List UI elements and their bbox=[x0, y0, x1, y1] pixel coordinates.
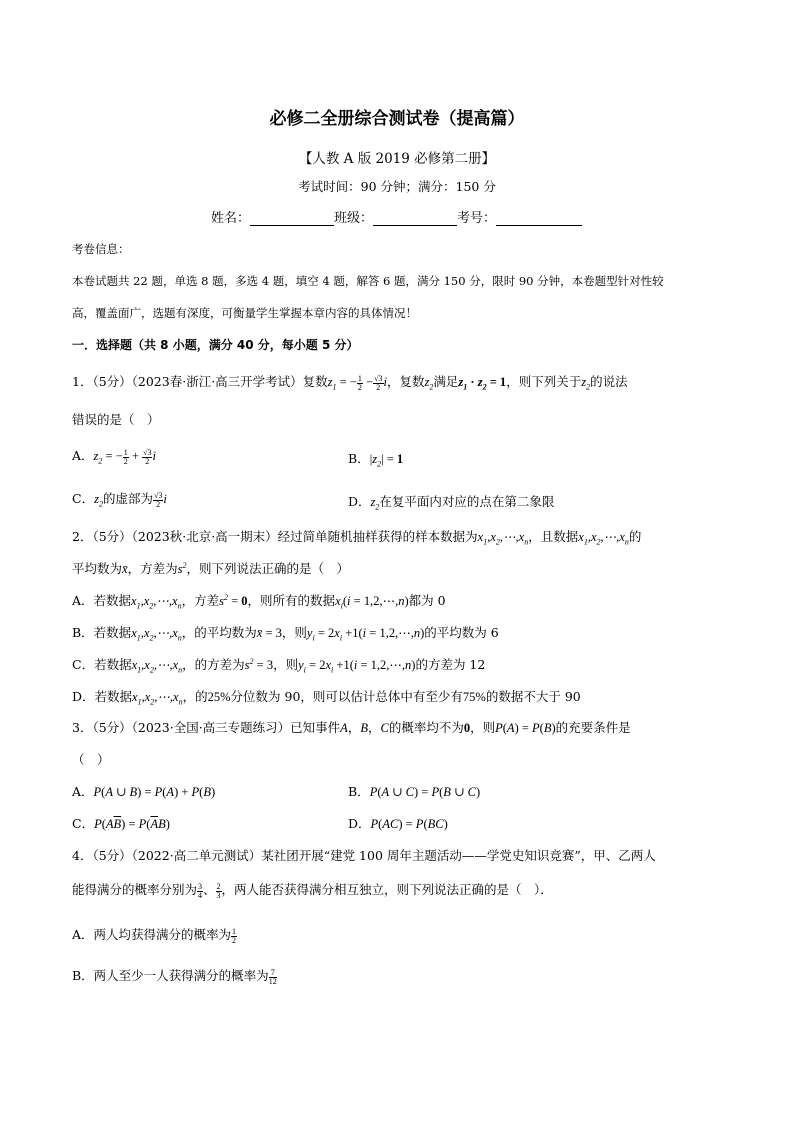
question-4-line-1: 4．（5分）（2022·高二单元测试）某社团开展“建党 100 周年主题活动——学党史知识竞赛”，甲、乙两人 bbox=[72, 848, 656, 863]
exam-time: 考试时间：90 分钟；满分：150 分 bbox=[298, 179, 496, 194]
question-2-line-1: 2．（5分）（2023秋·北京·高一期末）经过简单随机抽样获得的样本数据为$x_1,x_2,\cdots,x_n$，且数据$x_1,x_2,\cdots,x_n$的 bbox=[72, 529, 642, 547]
info-heading: 考卷信息： bbox=[72, 242, 130, 256]
q1-option-a[interactable]: A．$z_2$ = − $\frac{1}{2}$ + $\frac{√3}{2}$ i bbox=[72, 447, 156, 466]
info-line-1: 本卷试题共 22 题，单选 8 题，多选 4 题，填空 4 题，解答 6 题，满分 150 分，限时 90 分钟，本卷题型针对性较 bbox=[72, 274, 664, 288]
question-3-line-2: （ ） bbox=[72, 752, 110, 767]
question-1-line-1: 1．（5分）（2023春·浙江·高三开学考试）复数$z_1$ = − $\frac{1}{2}$ − $\frac{√3}{2}$ i，复数$z_2$满足$z_1 \cdot z_2 = 1$，则下列关于$z_2$的说法 bbox=[72, 373, 628, 392]
q1-option-d[interactable]: D．$z_2$在复平面内对应的点在第二象限 bbox=[348, 494, 555, 512]
question-1-line-2: 错误的是（ ） bbox=[72, 412, 160, 427]
q1-option-b[interactable]: B．$|z_2| = 1$ bbox=[348, 451, 404, 469]
q1-z1-def: $z_1$ = − $\frac{1}{2}$ − $\frac{√3}{2}$ i bbox=[327, 373, 387, 392]
question-2-line-2: 平均数为x̄，方差为$s^2$，则下列说法正确的是（ ） bbox=[72, 560, 349, 576]
name-field[interactable] bbox=[250, 211, 334, 226]
number-field[interactable] bbox=[496, 211, 582, 226]
student-info-fields bbox=[211, 207, 582, 226]
info-line-2: 高，覆盖面广，选题有深度，可衡量学生掌握本章内容的具体情况！ bbox=[72, 306, 417, 320]
question-4-line-2: 能得满分的概率分别为 $\frac{3}{4}$ 、 $\frac{2}{3}$ ，两人能否获得满分相互独立，则下列说法正确的是（ ）． bbox=[72, 881, 553, 900]
class-field[interactable] bbox=[373, 211, 457, 226]
q1-option-c[interactable]: C．$z_2$的虚部为 $\frac{√3}{2}$ i bbox=[72, 490, 167, 509]
q2-option-b[interactable]: B．若数据$x_1,x_2,\cdots,x_n$，的平均数为x̄ = 3，则$y_i = 2x_i +1(i$ = 1,2,⋯,n)的平均数为 6 bbox=[72, 625, 499, 643]
section-heading: 一．选择题（共 8 小题，满分 40 分，每小题 5 分） bbox=[72, 338, 359, 352]
q2-option-a[interactable]: A．若数据$x_1,x_2,\cdots,x_n$，方差$s^2 = 0$，则所有的数据$x_i(i$ = 1,2,⋯,n)都为 0 bbox=[72, 592, 446, 611]
page-title: 必修二全册综合测试卷（提高篇） bbox=[269, 109, 525, 129]
q2-option-d[interactable]: D．若数据$x_1,x_2,\cdots,x_n$，的25%分位数为 90，则可以估计总体中有至少有75%的数据不大于 90 bbox=[72, 689, 581, 707]
q4-option-a[interactable]: A．两人均获得满分的概率为 $\frac{1}{2}$ bbox=[72, 926, 237, 945]
class-label: 班级： bbox=[334, 211, 374, 226]
number-label: 考号： bbox=[457, 211, 497, 226]
q3-option-d[interactable]: D．P(AC) = P(BC) bbox=[348, 816, 448, 831]
q1-prefix: 1．（5分）（2023春·浙江·高三开学考试）复数 bbox=[72, 374, 328, 389]
q3-option-a[interactable]: A．P(A ∪ B) = P(A) + P(B) bbox=[72, 784, 216, 799]
q3-option-c[interactable]: C．$P(A\overline{B}) = P(\overline{A}B)$ bbox=[72, 816, 170, 831]
q4-option-b[interactable]: B．两人至少一人获得满分的概率为 $\frac{7}{12}$ bbox=[72, 967, 277, 986]
page-subtitle: 【人教 A 版 2019 必修第二册】 bbox=[298, 151, 496, 167]
name-label: 姓名： bbox=[211, 211, 251, 226]
q2-option-c[interactable]: C．若数据$x_1,x_2,\cdots,x_n$，的方差为$s^2 = 3$，则$y_i = 2x_i +1(i$ = 1,2,⋯,n)的方差为 12 bbox=[72, 656, 486, 675]
question-3-line-1: 3．（5分）（2023·全国·高三专题练习）已知事件A，B，C的概率均不为0，则P(A) = P(B)的充要条件是 bbox=[72, 720, 631, 735]
q3-option-b[interactable]: B．P(A ∪ C) = P(B ∪ C) bbox=[348, 784, 481, 799]
